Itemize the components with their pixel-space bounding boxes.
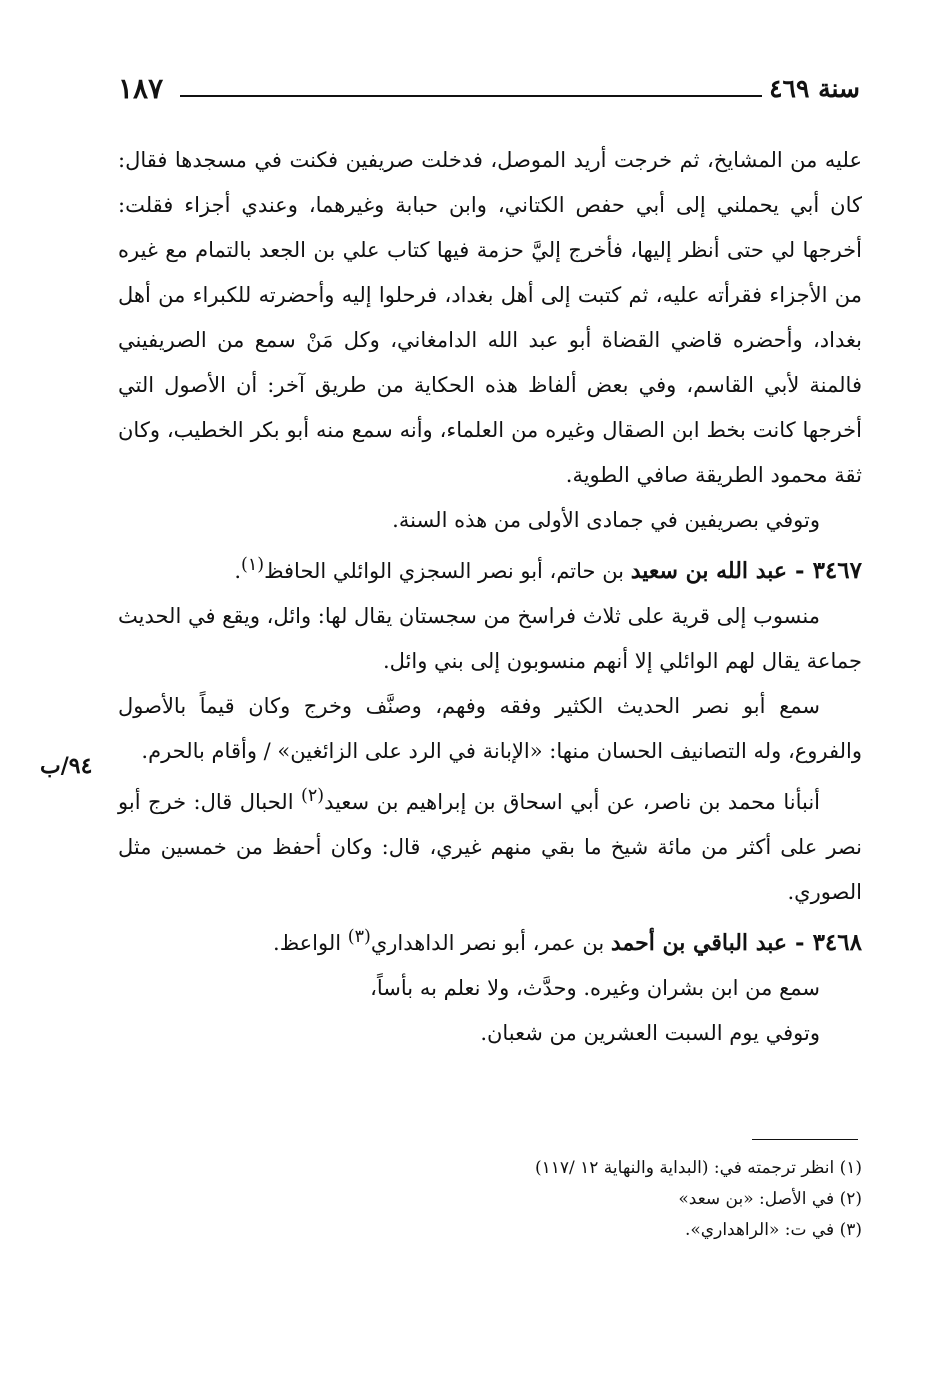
entry-name: عبد الله بن سعيد <box>630 558 788 584</box>
entry-number: ٣٤٦٨ <box>812 929 862 956</box>
footnotes <box>118 1153 862 1246</box>
manuscript-folio-note: ٩٤/ب <box>40 753 93 779</box>
paragraph-5-part-b: الحبال قال: خرج أبو نصر على أكثر من مائة شيخ ما بقي منهم غيري، قال: وكان أحفظ من خمسين مثل الصوري. <box>118 790 862 904</box>
paragraph-3: منسوب إلى قرية على ثلاث فراسخ من سجستان يقال لها: وائل، ويقع في الحديث جماعة يقال لهم الوائلي إلا أنهم منسوبون إلى بني وائل. <box>118 604 862 673</box>
entry-number: ٣٤٦٧ <box>812 557 862 584</box>
footnote-1: (١) انظر ترجمته في: (البداية والنهاية ١٢ /١١٧) <box>534 1158 862 1178</box>
entry-rest: بن حاتم، أبو نصر السجزي الوائلي الحافظ <box>264 559 625 583</box>
footnote-ref-2[interactable]: (٢) <box>301 786 325 806</box>
paragraph-7: وتوفي يوم السبت العشرين من شعبان. <box>480 1021 820 1045</box>
entry-rest-a: بن عمر، أبو نصر الداهداري <box>370 931 605 955</box>
paragraph-5 <box>118 774 862 915</box>
entry-3467-heading: ٣٤٦٧ - عبد الله بن سعيد بن حاتم، أبو نصر السجزي الوائلي الحافظ$^{(١)}$. <box>234 555 862 584</box>
page-number: ١٨٧ <box>118 72 164 105</box>
paragraph-1: عليه من المشايخ، ثم خرجت أريد الموصل، فدخلت صريفين فكنت في مسجدها فقال: كان أبي يحملني إلى أبي حفص الكتاني، وابن حبابة وغيرهما، وعندي أجزاء فقلت: أخرجها لي حتى أنظر إليها، فأخرج إليَّ حزمة فيها كتاب علي بن الجعد بالتمام مع غيره من الأجزاء فقرأته عليه، ثم كتبت إلى أهل بغداد، فرحلوا إليه وأحضرته للكبراء من أهل بغداد، وأحضره قاضي القضاة أبو عبد الله الدامغاني، وكل مَنْ سمع من الصريفيني فالمنة لأبي القاسم، وفي بعض ألفاظ هذه الحكاية من طريق آخر: أن الأصول التي أخرجها كانت بخط ابن الصقال وغيره من العلماء، وأنه سمع منه أبو بكر الخطيب، وكان ثقة محمود الطريقة صافي الطوية. <box>118 148 862 487</box>
footnote-ref-3[interactable]: (٣) <box>347 927 371 947</box>
paragraph-5-part-a: أنبأنا محمد بن ناصر، عن أبي اسحاق بن إبراهيم بن سعيد <box>324 790 821 814</box>
page-body <box>118 138 862 1056</box>
paragraph-4: سمع أبو نصر الحديث الكثير وفقه وفهم، وصنَّف وخرج وكان قيماً بالأصول والفروع، وله التصانيف الحسان منها: «الإبانة في الرد على الزائغين» / وأقام بالحرم. <box>118 694 862 763</box>
header-year: سنة ٤٦٩ <box>769 74 860 103</box>
paragraph-6: سمع من ابن بشران وغيره. وحدَّث، ولا نعلم به بأساً، <box>370 976 820 1000</box>
entry-rest-b: الواعظ <box>279 931 342 955</box>
entry-3468-heading: ٣٤٦٨ - عبد الباقي بن أحمد بن عمر، أبو نصر الداهداري$^{(٣)}$ الواعظ. <box>273 927 862 956</box>
paragraph-2: وتوفي بصريفين في جمادى الأولى من هذه السنة. <box>392 508 820 532</box>
page-header <box>118 68 860 108</box>
footnote-2: (٢) في الأصل: «بن سعد» <box>678 1189 862 1209</box>
footnote-rule <box>752 1139 858 1140</box>
footnote-ref-1[interactable]: (١) <box>241 555 265 575</box>
header-rule <box>180 95 762 97</box>
footnote-3: (٣) في ت: «الراهداري». <box>685 1220 862 1240</box>
entry-name: عبد الباقي بن أحمد <box>610 930 788 956</box>
